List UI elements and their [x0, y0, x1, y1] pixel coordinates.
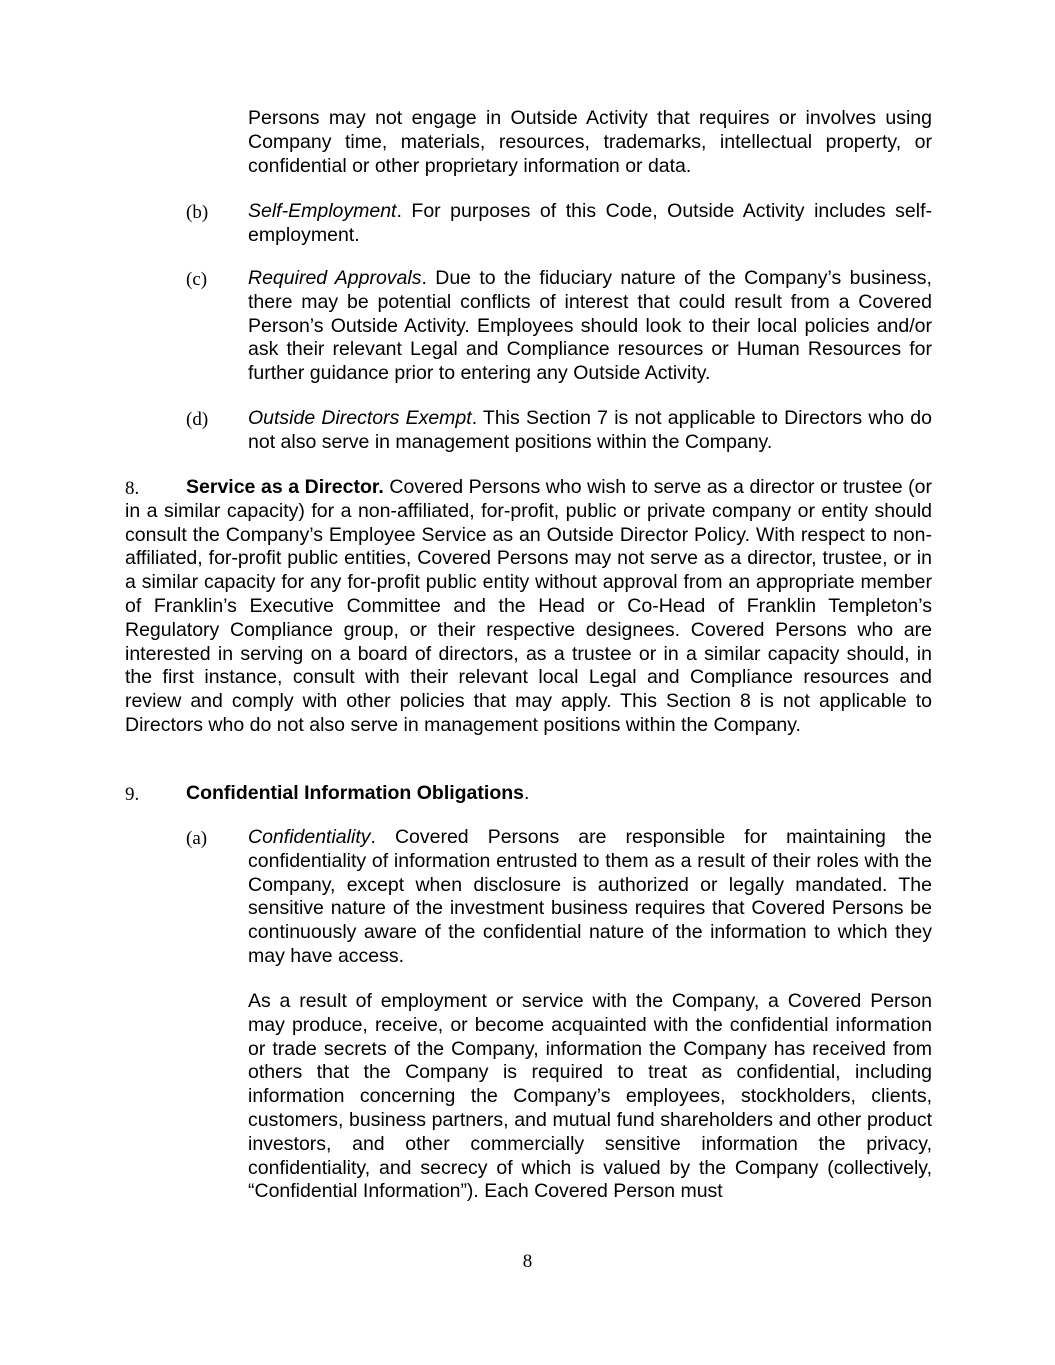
- section-9-number: 9.: [125, 784, 140, 805]
- item-b-text: . For purposes of this Code, Outside Activity includes self-employment.: [248, 200, 932, 246]
- confidential-info-paragraph: [248, 990, 932, 1204]
- continuation-text: Persons may not engage in Outside Activity that requires or involves using Company time, materials, resources, trademarks, intellectual property, or confidential or other proprietary information or data.: [248, 107, 932, 177]
- section-9-title-suffix: .: [523, 782, 530, 804]
- continuation-paragraph: [248, 107, 932, 178]
- item-c-paragraph: [248, 267, 932, 386]
- confidential-info-text: As a result of employment or service with the Company, a Covered Person may produce, receive, or become acquainted with the confidential information or trade secrets of the Company, information the Company has received from others that the Company is required to treat as confidential, including information concerning the Company’s employees, stockholders, clients, customers, business partners, and mutual fund shareholders and other product investors, and other commercially sensitive information the privacy, confidentiality, and secrecy of which is valued by the Company (collectively, “Confidential Information”). Each Covered Person must: [248, 990, 932, 1203]
- item-b-paragraph: [248, 200, 932, 248]
- item-c-title: Required Approvals: [248, 267, 422, 289]
- item-d-paragraph: [248, 407, 932, 455]
- item-c-marker: (c): [186, 269, 208, 290]
- section-9-heading: [186, 782, 932, 806]
- item-a-text: . Covered Persons are responsible for maintaining the confidentiality of information entrusted to them as a result of their roles with the Company, except when disclosure is authorized or legally mandated. The sensitive nature of the investment business requires that Covered Persons be continuously aware of the confidential nature of the information to which they may have access.: [248, 826, 932, 967]
- item-b-title: Self-Employment: [248, 200, 397, 222]
- section-9-title: Confidential Information Obligations: [186, 782, 524, 804]
- item-d-text: . This Section 7 is not applicable to Directors who do not also serve in management positions within the Company.: [248, 407, 933, 453]
- section-8-number: 8.: [125, 478, 140, 499]
- item-a-marker: (a): [186, 828, 208, 849]
- item-b-marker: (b): [186, 202, 209, 223]
- item-d-title: Outside Directors Exempt: [248, 407, 472, 429]
- page-number: 8: [522, 1251, 533, 1272]
- section-8-paragraph: [125, 476, 932, 738]
- item-a-title: Confidentiality: [248, 826, 371, 848]
- section-8-title: Service as a Director.: [186, 476, 384, 498]
- item-a-paragraph: [248, 826, 932, 969]
- section-8-text: Covered Persons who wish to serve as a director or trustee (or in a similar capacity) for a non-affiliated, for-profit, public or private company or entity should consult the Company’s Employee Service as an Outside Director Policy. With respect to non-affiliated, for-profit public entities, Covered Persons may not serve as a director, trustee, or in a similar capacity for any for-profit public entity without approval from an appropriate member of Franklin’s Executive Committee and the Head or Co-Head of Franklin Templeton’s Regulatory Compliance group, or their respective designees. Covered Persons who are interested in serving on a board of directors, as a trustee or in a similar capacity should, in the first instance, consult with their relevant local Legal and Compliance resources and review and comply with other policies that may apply. This Section 8 is not applicable to Directors who do not also serve in management positions within the Company.: [125, 476, 933, 736]
- item-d-marker: (d): [186, 409, 209, 430]
- item-c-text: . Due to the fiduciary nature of the Company’s business, there may be potential conflicts of interest that could result from a Covered Person’s Outside Activity. Employees should look to their local policies and/or ask their relevant Legal and Compliance resources or Human Resources for further guidance prior to entering any Outside Activity.: [248, 267, 932, 385]
